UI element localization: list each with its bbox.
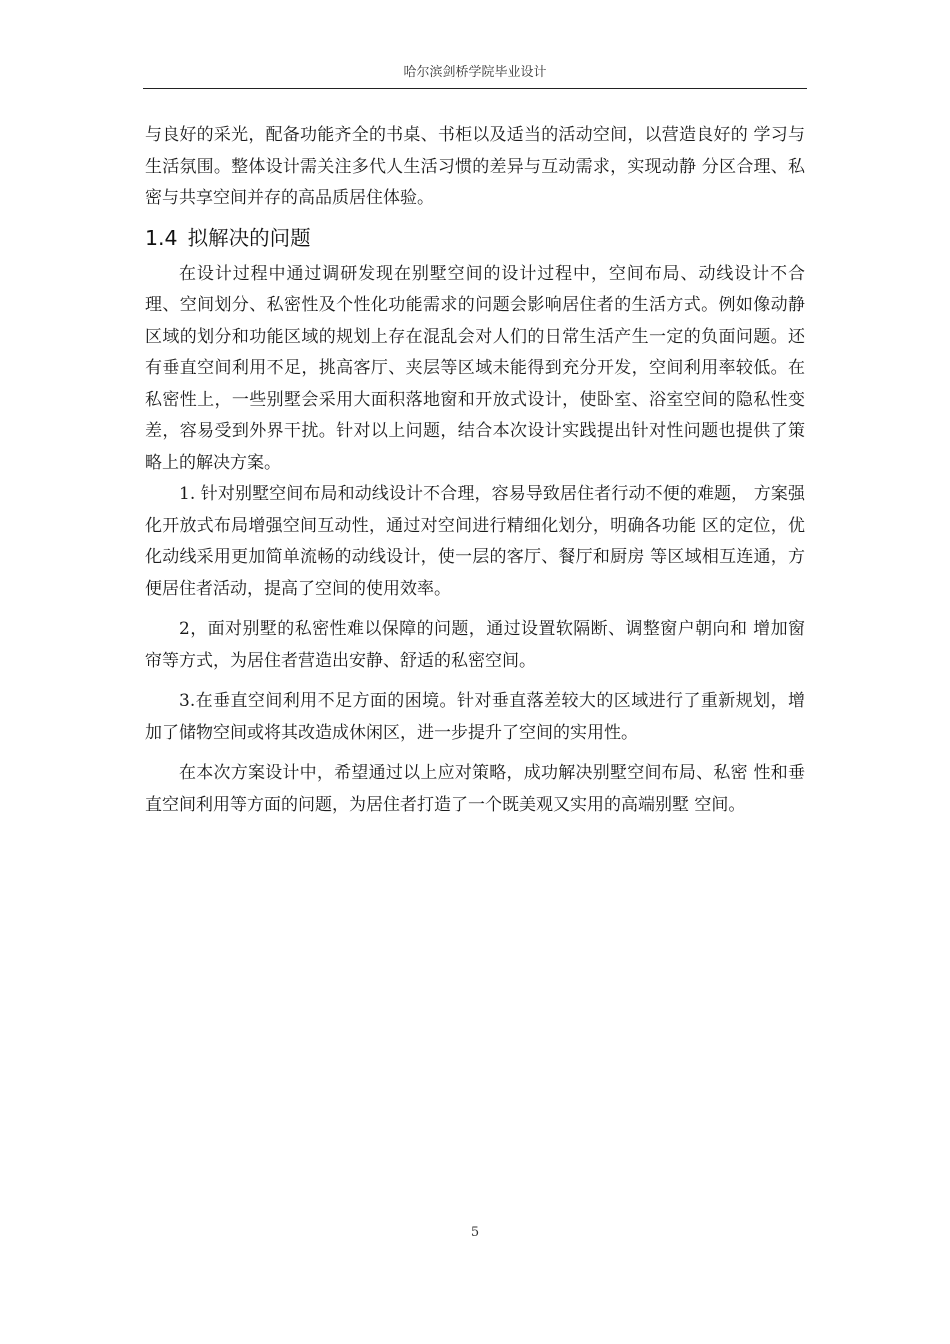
section-number: 1.4 xyxy=(145,225,178,250)
conclusion-paragraph: 在本次方案设计中，希望通过以上应对策略，成功解决别墅空间布局、私密 性和垂直空间利用等方面的问题，为居住者打造了一个既美观又实用的高端别墅 空间。 xyxy=(145,763,805,815)
document-body xyxy=(145,120,805,821)
intro-paragraph: 与良好的采光，配备功能齐全的书桌、书柜以及适当的活动空间，以营造良好的 学习与生活氛围。整体设计需关注多代人生活习惯的差异与互动需求，实现动静 分区合理、私密与共享空间并存的高品质居住体验。 xyxy=(145,125,805,208)
list-item-vertical-space: 3.在垂直空间利用不足方面的困境。针对垂直落差较大的区域进行了重新规划，增加了储物空间或将其改造成休闲区，进一步提升了空间的实用性。 xyxy=(145,691,805,743)
list-item-layout: 1. 针对别墅空间布局和动线设计不合理，容易导致居住者行动不便的难题， 方案强化开放式布局增强空间互动性，通过对空间进行精细化划分，明确各功能 区的定位，优化动线采用更加简单流畅的动线设计，使一层的客厅、餐厅和厨房 等区域相互连通，方便居住者活动，提高了空间的使用效率。 xyxy=(145,484,805,599)
list-item-privacy: 2，面对别墅的私密性难以保障的问题，通过设置软隔断、调整窗户朝向和 增加窗帘等方式，为居住者营造出安静、舒适的私密空间。 xyxy=(145,619,805,671)
running-header: 哈尔滨剑桥学院毕业设计 xyxy=(403,65,547,80)
header-rule xyxy=(143,88,807,89)
section-heading xyxy=(145,220,805,256)
body-paragraph-problems: 在设计过程中通过调研发现在别墅空间的设计过程中，空间布局、动线设计不合理、空间划分、私密性及个性化功能需求的问题会影响居住者的生活方式。例如像动静区域的划分和功能区域的规划上存在混乱会对人们的日常生活产生一定的负面问题。还有垂直空间利用不足，挑高客厅、夹层等区域未能得到充分开发，空间利用率较低。在私密性上，一些别墅会采用大面积落地窗和开放式设计，使卧室、浴室空间的隐私性变差，容易受到外界干扰。针对以上问题，结合本次设计实践提出针对性问题也提供了策略上的解决方案。 xyxy=(145,263,805,473)
section-title: 拟解决的问题 xyxy=(187,225,311,250)
page-number: 5 xyxy=(470,1225,480,1240)
